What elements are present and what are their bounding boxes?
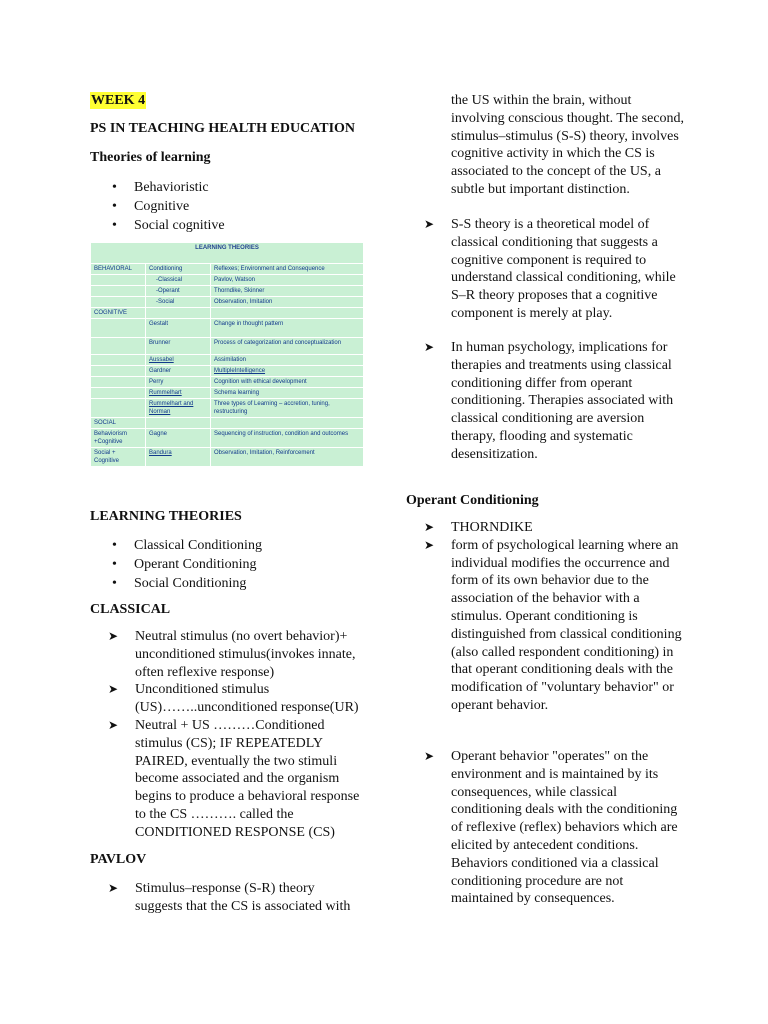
ss-theory-item: ➤ S-S theory is a theoretical model of classical conditioning that suggests a cognitive component is required to understand classical conditioning, while S–R theory proposes that a cognitive component is merely at play. bbox=[424, 217, 676, 321]
learning-theories-list bbox=[112, 536, 262, 593]
table-row: Behaviorism +Cognitive Gagne Sequencing of instruction, condition and outcomes bbox=[91, 429, 364, 448]
table-row: Social + Cognitive Bandura Observation, Imitation, Reinforcement bbox=[91, 448, 364, 467]
table-row: -Social Observation, Imitation bbox=[91, 297, 364, 308]
list-item: ➤ Stimulus–response (S-R) theory suggests that the CS is associated with bbox=[108, 881, 351, 914]
table-row: Rummelhart Schema learning bbox=[91, 388, 364, 399]
arrow-bullet-icon: ➤ bbox=[424, 217, 435, 231]
week-label: WEEK 4 bbox=[91, 93, 146, 108]
arrow-bullet-icon: ➤ bbox=[424, 520, 435, 534]
classical-list bbox=[108, 628, 362, 842]
learning-theories-heading: LEARNING THEORIES bbox=[90, 509, 242, 524]
list-item: • Operant Conditioning bbox=[112, 555, 262, 574]
classical-heading: CLASSICAL bbox=[90, 602, 171, 617]
arrow-bullet-icon: ➤ bbox=[424, 340, 435, 354]
list-item: • Classical Conditioning bbox=[112, 536, 262, 555]
operant-list bbox=[424, 519, 686, 715]
pavlov-heading: PAVLOV bbox=[90, 852, 147, 867]
arrow-bullet-icon: ➤ bbox=[108, 682, 119, 697]
list-item: • Social cognitive bbox=[112, 216, 225, 235]
operant-heading: Operant Conditioning bbox=[406, 493, 539, 508]
learning-theories-table bbox=[90, 242, 364, 467]
list-item: ➤ Unconditioned stimulus (US)……..unconditioned response(UR) bbox=[108, 682, 359, 716]
table-row: SOCIAL bbox=[91, 418, 364, 429]
table-row: Perry Cognition with ethical development bbox=[91, 377, 364, 388]
table-row: Gestalt Change in thought pattern bbox=[91, 319, 364, 338]
human-psychology-item: ➤ In human psychology, implications for therapies and treatments using classical conditioning differ from operant conditioning. Therapies associated with classical conditioning are aversion therapy, flooding and systematic desensitization. bbox=[424, 340, 674, 462]
table-row: COGNITIVE bbox=[91, 308, 364, 319]
arrow-bullet-icon: ➤ bbox=[108, 881, 119, 895]
list-item: • Cognitive bbox=[112, 197, 225, 216]
table-row: Aussabel Assimilation bbox=[91, 355, 364, 366]
table-row: -Operant Thorndike, Skinner bbox=[91, 286, 364, 297]
arrow-bullet-icon: ➤ bbox=[424, 537, 435, 552]
list-item: ➤ Neutral stimulus (no overt behavior)+ unconditioned stimulus(invokes innate, often reflexive response) bbox=[108, 629, 356, 680]
table-row: -Classical Pavlov, Watson bbox=[91, 275, 364, 286]
table-row: Gardner MultipleIntelligence bbox=[91, 366, 364, 377]
arrow-bullet-icon: ➤ bbox=[108, 629, 119, 643]
operant-behavior-item: ➤ Operant behavior "operates" on the environment and is maintained by its consequences, while classical conditioning deals with the conditioning of reflexive (reflex) behaviors which are elicited by antecedent conditions. Behaviors conditioned via a classical conditioning procedure are not maintained by consequences. bbox=[424, 749, 678, 907]
pavlov-list bbox=[108, 880, 362, 916]
table-row: Rummelhart and Norman Three types of Learning – accretion, tuning, restructuring bbox=[91, 399, 364, 418]
arrow-bullet-icon: ➤ bbox=[424, 749, 435, 763]
table-title: LEARNING THEORIES bbox=[91, 243, 364, 264]
right-intro-paragraph: the US within the brain, without involving conscious thought. The second, stimulus–stimulus (S-S) theory, involves cognitive activity in which the CS is associated to the concept of the US, a subtle but important distinction. bbox=[451, 93, 685, 197]
list-item: • Behavioristic bbox=[112, 178, 225, 197]
table-row: BEHAVIORAL Conditioning Reflexes; Environment and Consequence bbox=[91, 264, 364, 275]
arrow-bullet-icon: ➤ bbox=[108, 717, 119, 732]
list-item: ➤ THORNDIKE bbox=[424, 520, 533, 535]
list-item: ➤ form of psychological learning where an individual modifies the occurrence and form of its own behavior due to the association of the behavior with a stimulus. Operant conditioning is distinguished from classical conditioning (also called respondent conditioning) in that operant conditioning deals with the modification of "voluntary behavior" or operant behavior. bbox=[424, 537, 682, 713]
theories-list bbox=[112, 178, 225, 235]
list-item: ➤ Neutral + US ………Conditioned stimulus (CS); IF REPEATEDLY PAIRED, eventually the two stimuli become associated and the organism begins to produce a behavioral response to the CS ………. called the CONDITIONED RESPONSE (CS) bbox=[108, 717, 360, 840]
table-row: Brunner Process of categorization and conceptualization bbox=[91, 338, 364, 355]
theories-heading: Theories of learning bbox=[90, 150, 211, 165]
document-title: PS IN TEACHING HEALTH EDUCATION bbox=[90, 121, 356, 136]
list-item: • Social Conditioning bbox=[112, 574, 262, 593]
